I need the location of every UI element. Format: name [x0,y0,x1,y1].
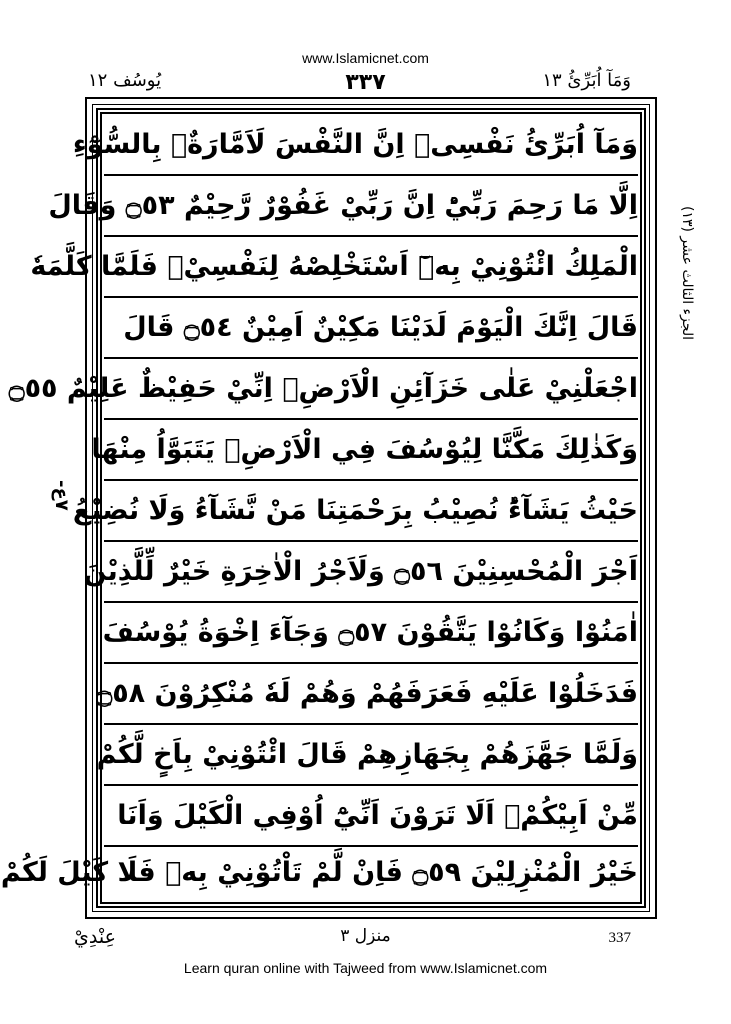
margin-ruku-marker: -٧ع [51,479,72,511]
text-line-11: وَلَمَّا جَهَّزَهُمْ بِجَهَازِهِمْ قَالَ ائْتُوْنِيْ بِاَخٍ لَّكُمْ [96,738,638,770]
margin-juz-label: الجزء الثالث عشر (١٣) [679,205,695,341]
site-url: www.Islamicnet.com [302,50,429,66]
text-line-2: اِلَّا مَا رَحِمَ رَبِّيْؕ اِنَّ رَبِّيْ غَفُوْرٌ رَّحِيْمٌ ۝٥٣ وَقَالَ [48,189,638,221]
text-line-9: اٰمَنُوْا وَكَانُوْا يَتَّقُوْنَ ۝٥٧ وَجَآءَ اِخْوَةُ يُوْسُفَ [102,616,638,648]
text-line-5: اجْعَلْنِيْ عَلٰى خَزَآئِنِ الْاَرْضِۚ اِنِّيْ حَفِيْظٌ عَلِيْمٌ ۝٥٥ [8,372,638,404]
page-number: 337 [608,930,631,946]
text-line-8: اَجْرَ الْمُحْسِنِيْنَ ۝٥٦ وَلَاَجْرُ الْاٰخِرَةِ خَيْرٌ لِّلَّذِيْنَ [83,555,638,587]
surah-title: يُوسُف ١٢ [88,70,162,91]
manzil-label: منزل ٣ [340,926,391,946]
text-line-10: فَدَخَلُوْا عَلَيْهِ فَعَرَفَهُمْ وَهُمْ لَهٗ مُنْكِرُوْنَ ۝٥٨ [96,677,638,709]
text-line-1: وَمَآ اُبَرِّئُ نَفْسِىۚ اِنَّ النَّفْسَ لَاَمَّارَةٌۢ بِالسُّوْٓءِ [72,128,638,160]
page-number-arabic: ٣٣٧ [345,70,386,95]
text-line-6: وَكَذٰلِكَ مَكَّنَّا لِيُوْسُفَ فِي الْاَرْضِۚ يَتَبَوَّاُ مِنْهَا [91,433,638,465]
text-line-13: خَيْرُ الْمُنْزِلِيْنَ ۝٥٩ فَاِنْ لَّمْ تَاْتُوْنِيْ بِهٖ فَلَا كَيْلَ لَكُمْ [0,856,638,888]
text-line-4: قَالَ اِنَّكَ الْيَوْمَ لَدَيْنَا مَكِيْنٌ اَمِيْنٌ ۝٥٤ قَالَ [123,311,638,343]
text-line-7: حَيْثُ يَشَآءُؕ نُصِيْبُ بِرَحْمَتِنَا مَنْ نَّشَآءُ وَلَا نُضِيْعُ [72,494,638,526]
bottom-note: Learn quran online with Tajweed from www.Islamicnet.com [183,960,548,976]
text-line-12: مِّنْ اَبِيْكُمْۚ اَلَا تَرَوْنَ اَنِّيْٓ اُوْفِي الْكَيْلَ وَاَنَا [117,799,638,831]
text-line-3: الْمَلِكُ ائْتُوْنِيْ بِهٖٓ اَسْتَخْلِصْهُ لِنَفْسِيْۚ فَلَمَّا كَلَّمَهٗ [30,250,638,282]
catchword: عِنْدِيْ [74,926,116,948]
juz-title: وَمَآ اُبَرِّئُ ١٣ [542,70,631,91]
